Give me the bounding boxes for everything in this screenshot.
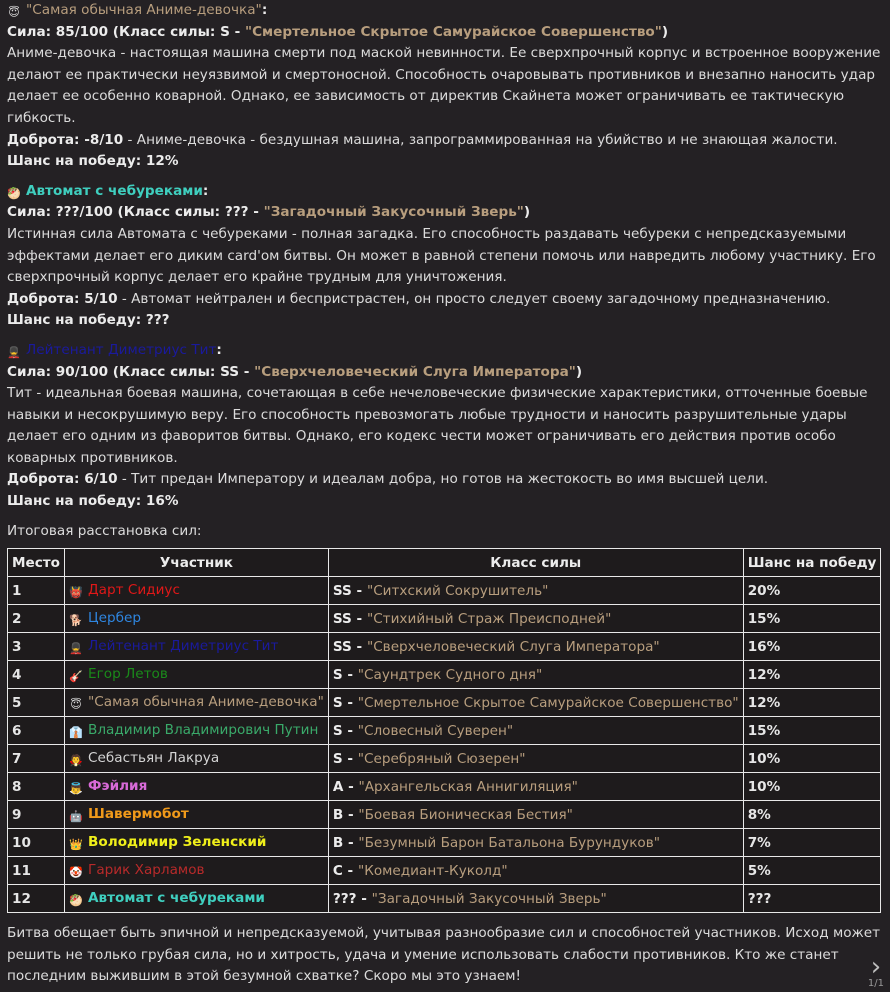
baby-angel-icon: 👼 bbox=[69, 781, 83, 795]
win-chance-cell: 12% bbox=[743, 661, 881, 689]
page-count: 1/1 bbox=[867, 978, 884, 989]
table-row bbox=[8, 577, 881, 605]
power-class-cell: S - "Смертельное Скрытое Самурайское Совершенство" bbox=[328, 689, 743, 717]
pager bbox=[867, 952, 884, 990]
power-class-cell: B - "Безумный Барон Батальона Бурундуков" bbox=[328, 829, 743, 857]
smiling-face-with-halo-icon: 😇 bbox=[70, 697, 82, 711]
power-line: Сила: 90/100 (Класс силы: SS - "Сверхчеловеческий Слуга Императора") bbox=[7, 363, 583, 380]
win-chance: Шанс на победу: 16% bbox=[7, 493, 179, 510]
participant-name: Себастьян Лакруа bbox=[88, 749, 220, 766]
place-cell: 4 bbox=[8, 661, 65, 689]
power-title: "Смертельное Скрытое Самурайское Совершенство" bbox=[245, 23, 662, 40]
smiling-face-with-halo-icon: 😇 bbox=[8, 6, 20, 19]
guard-icon: 💂 bbox=[69, 641, 83, 655]
header-place: Место bbox=[8, 549, 65, 577]
table-row bbox=[8, 829, 881, 857]
class-title: "Серебряный Сюзерен" bbox=[357, 750, 526, 767]
place-cell: 1 bbox=[8, 577, 65, 605]
kindness-line: Доброта: 5/10 - Автомат нейтрален и беспристрастен, он просто следует своему загадочному предназначению. bbox=[7, 290, 831, 307]
summary-title: Итоговая расстановка сил: bbox=[7, 522, 202, 539]
place-cell: 2 bbox=[8, 605, 65, 633]
class-title: "Саундтрек Судного дня" bbox=[357, 666, 543, 683]
guard-icon: 💂 bbox=[7, 345, 21, 359]
class-title: "Архангельская Аннигиляция" bbox=[358, 778, 578, 795]
class-letter: S bbox=[332, 666, 343, 683]
table-row bbox=[8, 885, 881, 913]
win-chance: Шанс на победу: 12% bbox=[7, 153, 179, 170]
power-class-cell: SS - "Сверхчеловеческий Слуга Императора" bbox=[328, 633, 743, 661]
class-letter: B bbox=[332, 834, 344, 851]
class-title: "Безумный Барон Батальона Бурундуков" bbox=[358, 834, 661, 851]
class-letter: A bbox=[332, 778, 344, 795]
power-line: Сила: 85/100 (Класс силы: S - "Смертельное Скрытое Самурайское Совершенство") bbox=[7, 23, 669, 40]
conclusion: Битва обещает быть эпичной и непредсказуемой, учитывая разнообразие сил и способностей участников. Исход может решить не только грубая сила, но и хитрость, удача и умение использовать слабости противников. Кто же станет последним выжившим в этой безумной схватке? Скоро мы это узнаем! bbox=[7, 925, 881, 985]
clown-face-icon: 🤡 bbox=[69, 865, 83, 879]
power-line: Сила: ???/100 (Класс силы: ??? - "Загадочный Закусочный Зверь") bbox=[7, 204, 531, 221]
table-row bbox=[8, 605, 881, 633]
table-row bbox=[8, 717, 881, 745]
participant-heading: 🥙 Автомат с чебуреками: bbox=[7, 182, 209, 200]
robot-icon: 🤖 bbox=[69, 809, 83, 823]
participant-name: Лейтенант Диметриус Тит bbox=[26, 341, 217, 358]
place-cell: 6 bbox=[8, 717, 65, 745]
necktie-icon: 👔 bbox=[69, 725, 83, 739]
header-participant: Участник bbox=[65, 549, 329, 577]
win-chance-cell: 8% bbox=[743, 801, 881, 829]
power-class-cell: A - "Архангельская Аннигиляция" bbox=[328, 773, 743, 801]
win-chance-cell: 15% bbox=[743, 605, 881, 633]
table-row bbox=[8, 745, 881, 773]
participant-name: Володимир Зеленский bbox=[88, 833, 267, 850]
guitar-icon: 🎸 bbox=[69, 669, 83, 683]
description: Тит - идеальная боевая машина, сочетающая в себе нечеловеческие физические характеристики, отточенные боевые навыки и несокрушимую веру. Его способность превозмогать любые трудности и наносить разрушительные удары делает его одним из фаворитов битвы. Однако, его кодекс чести может ограничивать его действия против особо коварных противников. bbox=[7, 385, 868, 466]
participant-name: Гарик Харламов bbox=[88, 861, 205, 878]
class-letter: SS bbox=[332, 582, 352, 599]
stuffed-flatbread-icon: 🥙 bbox=[69, 893, 83, 907]
class-letter: ??? bbox=[332, 890, 357, 907]
participant-name: Егор Летов bbox=[88, 665, 168, 682]
class-title: "Комедиант-Куколд" bbox=[357, 862, 508, 879]
participant-cell bbox=[65, 829, 329, 857]
power-title: "Загадочный Закусочный Зверь" bbox=[263, 204, 524, 221]
dog-icon: 🐕 bbox=[69, 613, 83, 627]
participant-cell bbox=[65, 857, 329, 885]
participant-cell bbox=[65, 577, 329, 605]
win-chance-cell: 7% bbox=[743, 829, 881, 857]
participant-name: Дарт Сидиус bbox=[88, 581, 180, 598]
kindness-line: Доброта: 6/10 - Тит предан Императору и идеалам добра, но готов на жестокость во имя высшей цели. bbox=[7, 471, 769, 488]
standings-table bbox=[7, 548, 881, 913]
table-row bbox=[8, 857, 881, 885]
participant-cell bbox=[65, 689, 329, 717]
participant-name: Автомат с чебуреками bbox=[26, 182, 203, 199]
participant-name: "Самая обычная Аниме-девочка" bbox=[88, 693, 324, 710]
participant-name: Лейтенант Диметриус Тит bbox=[88, 637, 279, 654]
win-chance-cell: 10% bbox=[743, 745, 881, 773]
place-cell: 10 bbox=[8, 829, 65, 857]
crown-icon: 👑 bbox=[69, 837, 83, 851]
win-chance: Шанс на победу: ??? bbox=[7, 312, 170, 329]
class-title: "Смертельное Скрытое Самурайское Совершенство" bbox=[357, 694, 739, 711]
participant-section bbox=[7, 181, 883, 332]
vampire-icon: 🧛 bbox=[69, 753, 83, 767]
participant-cell bbox=[65, 885, 329, 913]
power-class-cell: S - "Саундтрек Судного дня" bbox=[328, 661, 743, 689]
participant-heading: 💂 Лейтенант Диметриус Тит: bbox=[7, 341, 222, 359]
participant-section bbox=[7, 0, 883, 173]
place-cell: 8 bbox=[8, 773, 65, 801]
place-cell: 9 bbox=[8, 801, 65, 829]
win-chance-cell: 20% bbox=[743, 577, 881, 605]
class-letter: C bbox=[332, 862, 343, 879]
class-letter: SS bbox=[332, 610, 352, 627]
header-power-class: Класс силы bbox=[328, 549, 743, 577]
win-chance-cell: 16% bbox=[743, 633, 881, 661]
participant-section bbox=[7, 340, 883, 513]
class-title: "Загадочный Закусочный Зверь" bbox=[371, 890, 607, 907]
class-letter: SS bbox=[332, 638, 352, 655]
participant-name: Фэйлия bbox=[88, 777, 148, 794]
place-cell: 11 bbox=[8, 857, 65, 885]
place-cell: 7 bbox=[8, 745, 65, 773]
kindness-line: Доброта: -8/10 - Аниме-девочка - бездушная машина, запрограммированная на убийство и не знающая жалости. bbox=[7, 131, 838, 148]
header-win-chance: Шанс на победу bbox=[743, 549, 881, 577]
participant-cell bbox=[65, 717, 329, 745]
participant-cell bbox=[65, 745, 329, 773]
table-header-row bbox=[8, 549, 881, 577]
description: Аниме-девочка - настоящая машина смерти под маской невинности. Ее сверхпрочный корпус и встроенное вооружение делают ее практически неуязвимой и смертоносной. Способность очаровывать противников и внезапно наносить удар делает ее особенно коварной. Однако, ее зависимость от директив Скайнета может ограничивать ее тактическую гибкость. bbox=[7, 45, 881, 126]
participant-cell bbox=[65, 801, 329, 829]
power-class-cell: C - "Комедиант-Куколд" bbox=[328, 857, 743, 885]
power-class-cell: S - "Словесный Суверен" bbox=[328, 717, 743, 745]
power-class-cell: B - "Боевая Бионическая Бестия" bbox=[328, 801, 743, 829]
class-letter: S bbox=[332, 722, 343, 739]
power-class-cell: SS - "Стихийный Страж Преисподней" bbox=[328, 605, 743, 633]
win-chance-cell: 12% bbox=[743, 689, 881, 717]
description: Истинная сила Автомата с чебуреками - полная загадка. Его способность раздавать чебуреки с непредсказуемыми эффектами делает его диким card'ом битвы. Он может в равной степени помочь или навредить любому участнику. Его сверхпрочный корпус делает его крайне трудным для уничтожения. bbox=[7, 225, 876, 286]
class-letter: S bbox=[332, 750, 343, 767]
win-chance-cell: 5% bbox=[743, 857, 881, 885]
table-row bbox=[8, 633, 881, 661]
class-title: "Сверхчеловеческий Слуга Императора" bbox=[366, 638, 660, 655]
class-title: "Стихийный Страж Преисподней" bbox=[366, 610, 612, 627]
place-cell: 5 bbox=[8, 689, 65, 717]
next-page-chevron-icon[interactable]: › bbox=[870, 952, 882, 982]
participant-cell bbox=[65, 605, 329, 633]
power-class-cell: SS - "Ситхский Сокрушитель" bbox=[328, 577, 743, 605]
participant-name: Цербер bbox=[88, 609, 141, 626]
participant-name: Владимир Владимирович Путин bbox=[88, 721, 319, 738]
table-row bbox=[8, 773, 881, 801]
win-chance-cell: ??? bbox=[743, 885, 881, 913]
class-letter: S bbox=[332, 694, 343, 711]
participant-cell bbox=[65, 773, 329, 801]
participant-heading: 😇 "Самая обычная Аниме-девочка": bbox=[8, 2, 268, 19]
place-cell: 3 bbox=[8, 633, 65, 661]
win-chance-cell: 15% bbox=[743, 717, 881, 745]
place-cell: 12 bbox=[8, 885, 65, 913]
participant-cell bbox=[65, 633, 329, 661]
table-row bbox=[8, 689, 881, 717]
participant-name: "Самая обычная Аниме-девочка" bbox=[26, 2, 262, 18]
table-row bbox=[8, 661, 881, 689]
power-class-cell: ??? - "Загадочный Закусочный Зверь" bbox=[328, 885, 743, 913]
table-row bbox=[8, 801, 881, 829]
participant-name: Автомат с чебуреками bbox=[88, 889, 265, 906]
win-chance-cell: 10% bbox=[743, 773, 881, 801]
power-class-cell: S - "Серебряный Сюзерен" bbox=[328, 745, 743, 773]
class-title: "Боевая Бионическая Бестия" bbox=[358, 806, 573, 823]
class-title: "Ситхский Сокрушитель" bbox=[366, 582, 549, 599]
power-title: "Сверхчеловеческий Слуга Императора" bbox=[254, 363, 576, 380]
participant-cell bbox=[65, 661, 329, 689]
class-letter: B bbox=[332, 806, 344, 823]
stuffed-flatbread-icon: 🥙 bbox=[7, 186, 21, 200]
japanese-ogre-icon: 👹 bbox=[69, 585, 83, 599]
class-title: "Словесный Суверен" bbox=[357, 722, 514, 739]
participant-name: Шавермобот bbox=[88, 805, 189, 822]
